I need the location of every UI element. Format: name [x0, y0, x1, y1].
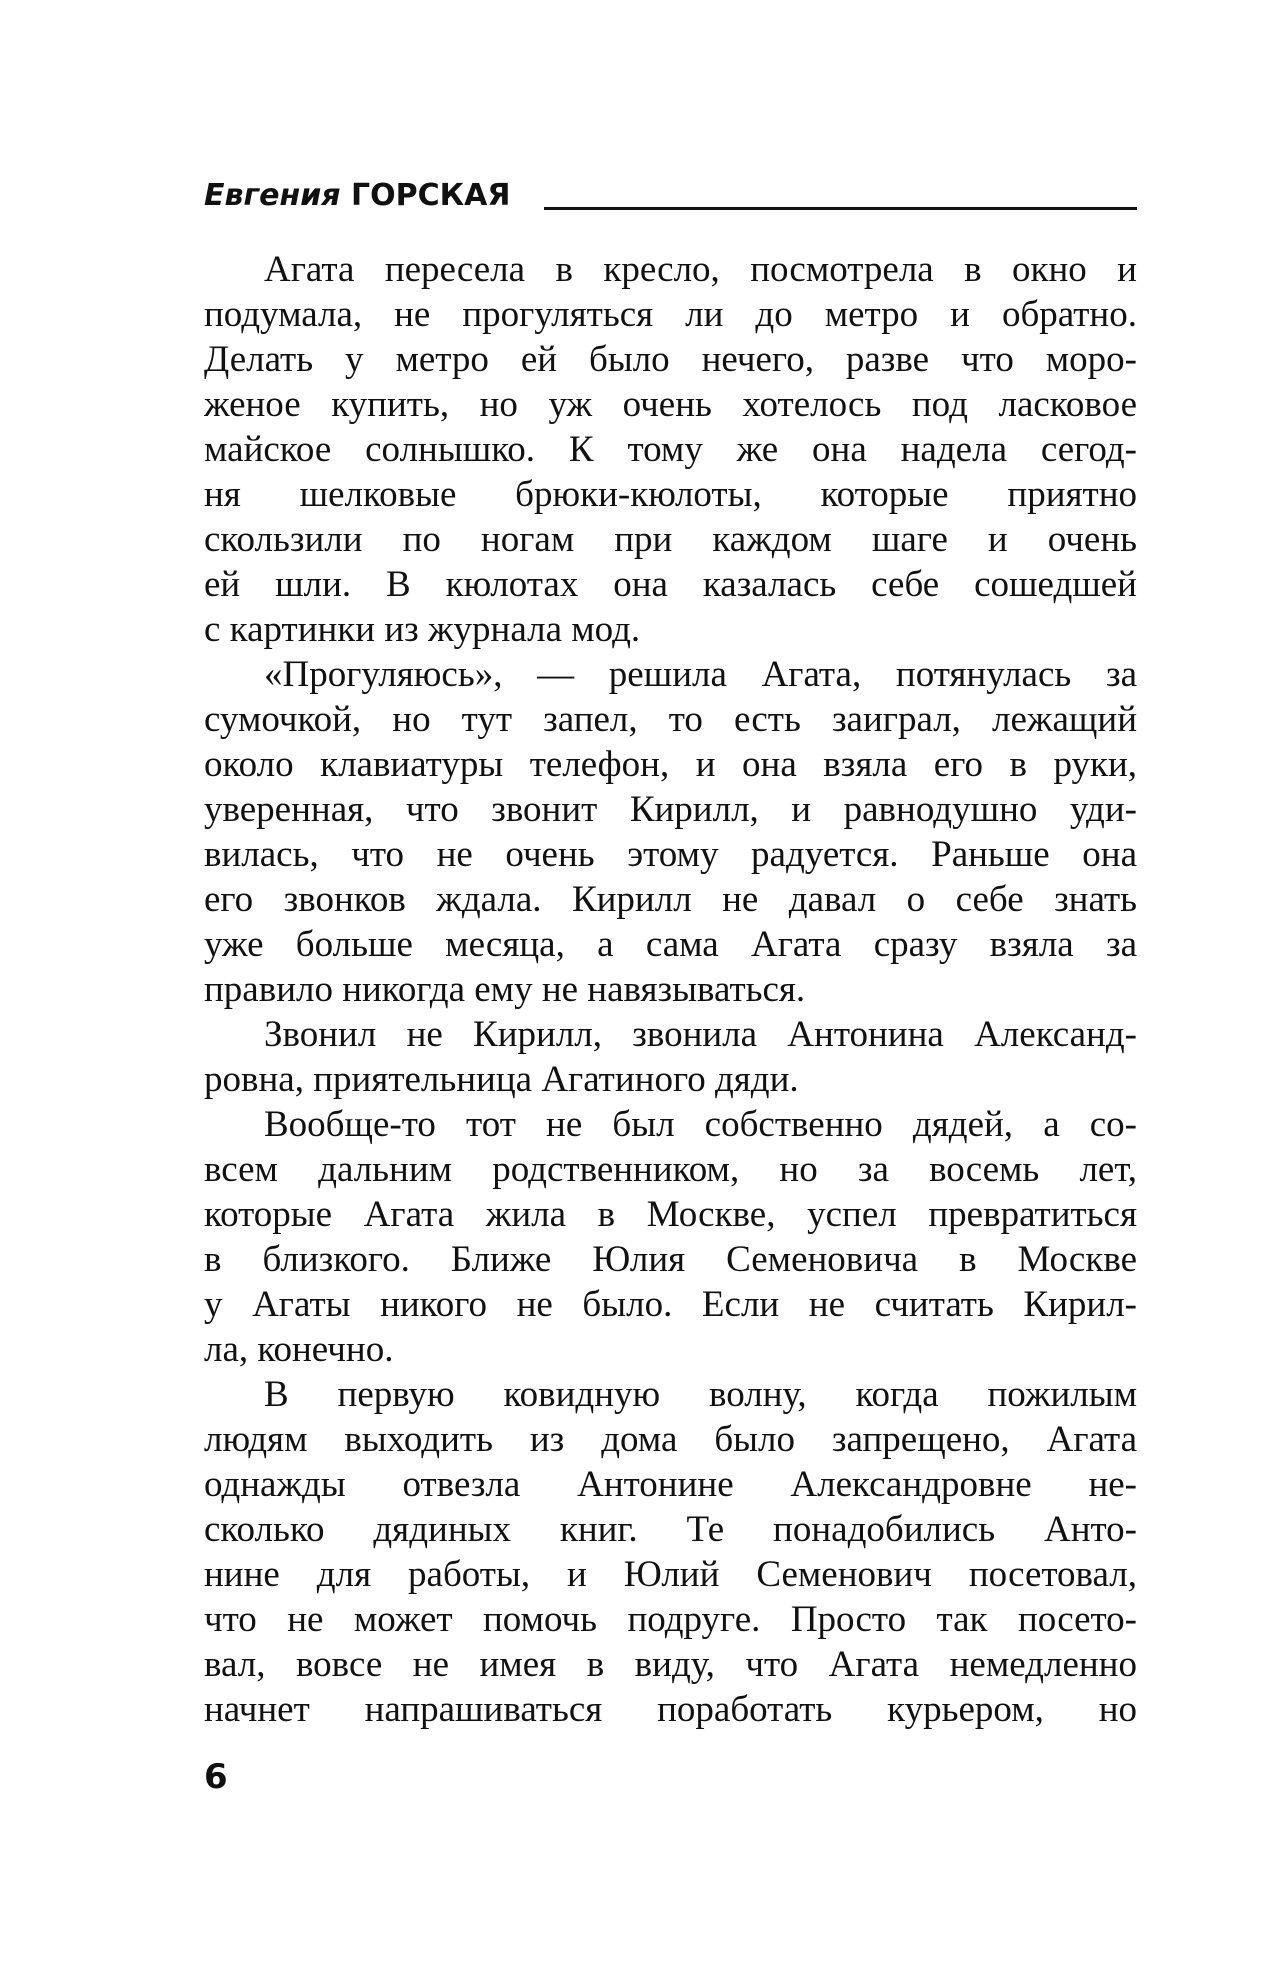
author-surname: ГОРСКАЯ: [350, 178, 511, 213]
running-header: [204, 176, 1137, 216]
text-line: людям выходить из дома было запрещено, Агата: [204, 1419, 1137, 1460]
text-line: ня шелковые брюки-кюлоты, которые приятно: [204, 474, 1137, 515]
text-line: около клавиатуры телефон, и она взяла его в руки,: [204, 744, 1137, 785]
text-line: сколько дядиных книг. Те понадобились Анто-: [204, 1509, 1137, 1550]
author-name: [204, 176, 510, 216]
text-line: подумала, не прогуляться ли до метро и обратно.: [204, 294, 1137, 335]
text-line: вал, вовсе не имея в виду, что Агата немедленно: [204, 1644, 1137, 1685]
text-line: В первую ковидную волну, когда пожилым: [264, 1374, 1137, 1415]
text-line: Вообще-то тот не был собственно дядей, а со-: [264, 1104, 1137, 1145]
text-line: ровна, приятельница Агатиного дяди.: [204, 1059, 799, 1100]
text-line: вилась, что не очень этому радуется. Раньше она: [204, 834, 1137, 875]
text-line: уже больше месяца, а сама Агата сразу взяла за: [204, 924, 1137, 965]
text-line: его звонков ждала. Кирилл не давал о себе знать: [204, 879, 1137, 920]
text-line: в близкого. Ближе Юлия Семеновича в Москве: [204, 1239, 1137, 1280]
text-line: однажды отвезла Антонине Александровне не-: [204, 1464, 1137, 1505]
text-line: нине для работы, и Юлий Семенович посетовал,: [204, 1554, 1137, 1595]
body-text: [204, 247, 1137, 1732]
text-line: ей шли. В кюлотах она казалась себе сошедшей: [204, 564, 1137, 605]
text-line: скользили по ногам при каждом шаге и очень: [204, 519, 1137, 560]
text-line: майское солнышко. К тому же она надела сегод-: [204, 429, 1137, 470]
text-line: начнет напрашиваться поработать курьером, но: [204, 1689, 1137, 1730]
text-line: сумочкой, но тут запел, то есть заиграл, лежащий: [204, 699, 1137, 740]
header-rule: [544, 207, 1137, 210]
text-line: которые Агата жила в Москве, успел превратиться: [204, 1194, 1137, 1235]
page-number: 6: [204, 1757, 228, 1797]
text-line: всем дальним родственником, но за восемь лет,: [204, 1149, 1137, 1190]
text-line: ла, конечно.: [204, 1329, 394, 1370]
text-line: правило никогда ему не навязываться.: [204, 969, 806, 1010]
text-line: с картинки из журнала мод.: [204, 609, 641, 650]
text-line: Звонил не Кирилл, звонила Антонина Александ-: [264, 1014, 1137, 1055]
author-first-name: Евгения: [204, 178, 341, 213]
text-line: уверенная, что звонит Кирилл, и равнодушно уди-: [204, 789, 1137, 830]
text-line: Делать у метро ей было нечего, разве что моро-: [204, 339, 1137, 380]
text-line: Агата пересела в кресло, посмотрела в окно и: [264, 249, 1137, 290]
text-line: «Прогуляюсь», — решила Агата, потянулась за: [264, 654, 1137, 695]
text-line: у Агаты никого не было. Если не считать Кирил-: [204, 1284, 1137, 1325]
text-line: что не может помочь подруге. Просто так посето-: [204, 1599, 1137, 1640]
text-line: женое купить, но уж очень хотелось под ласковое: [204, 384, 1137, 425]
